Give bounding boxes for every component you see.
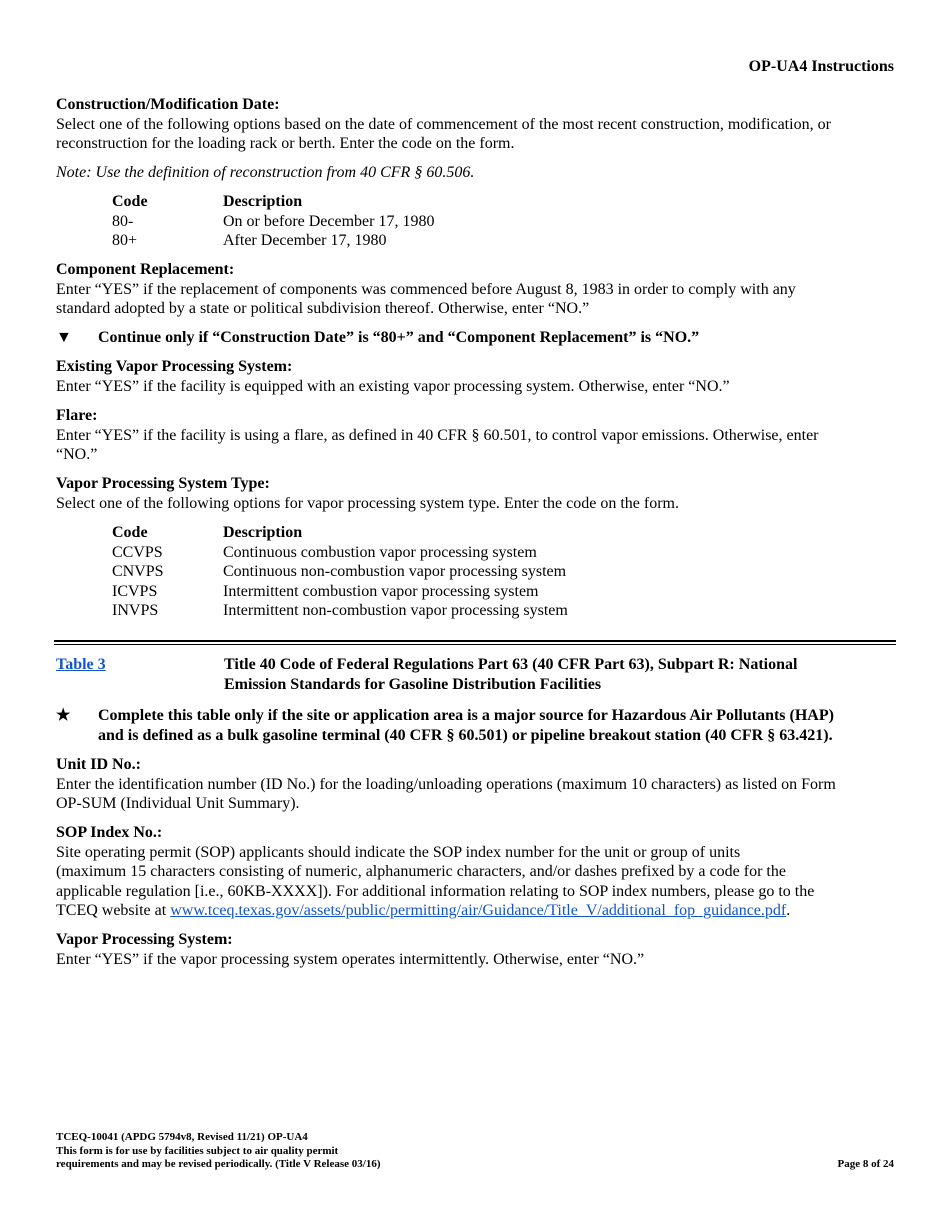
down-triangle-icon: ▼ (56, 329, 72, 346)
page-header-title: OP-UA4 Instructions (748, 58, 894, 75)
section-divider-thin (54, 644, 896, 645)
unit-id-heading: Unit ID No.: (56, 756, 141, 773)
construction-text-line1: Select one of the following options based on the date of commencement of the most recent construction, modification, or (56, 115, 831, 133)
vps-type-code-table (112, 523, 712, 621)
sop-text-line4-suffix: . (786, 902, 791, 919)
flare-text-line1: Enter “YES” if the facility is using a flare, as defined in 40 CFR § 60.501, to control vapor emissions. Otherwise, enter (56, 426, 819, 444)
tceq-guidance-link[interactable]: www.tceq.texas.gov/assets/public/permitting/air/Guidance/Title_V/additional_fop_guidance.pdf (170, 902, 787, 919)
code-cell: 80- (112, 212, 134, 230)
description-cell: Continuous combustion vapor processing system (223, 543, 537, 561)
vps-heading: Vapor Processing System: (56, 931, 233, 948)
table-row (112, 543, 712, 563)
table-3-title-line2: Emission Standards for Gasoline Distribution Facilities (224, 675, 602, 693)
table-3-link[interactable]: Table 3 (56, 656, 106, 673)
code-cell: ICVPS (112, 582, 158, 600)
unit-id-text-line1: Enter the identification number (ID No.) for the loading/unloading operations (maximum 10 characters) as listed on Form (56, 775, 836, 793)
description-column-header: Description (223, 524, 303, 541)
description-cell: Intermittent combustion vapor processing system (223, 582, 539, 600)
table-row (112, 582, 712, 602)
description-column-header: Description (223, 193, 303, 210)
code-column-header: Code (112, 193, 148, 210)
page-number: Page 8 of 24 (837, 1158, 894, 1170)
description-cell: Intermittent non-combustion vapor processing system (223, 602, 568, 619)
code-column-header: Code (112, 524, 148, 541)
code-cell: INVPS (112, 602, 159, 619)
existing-vps-heading: Existing Vapor Processing System: (56, 358, 293, 375)
section-divider (54, 640, 896, 642)
table-header-row (112, 192, 712, 212)
sop-text-line4 (56, 901, 896, 921)
table-row (112, 601, 712, 621)
table-row (112, 562, 712, 582)
construction-text-line2: reconstruction for the loading rack or berth. Enter the code on the form. (56, 135, 515, 152)
sop-text-line3: applicable regulation [i.e., 60KB-XXXX]). For additional information relating to SOP index numbers, please go to the (56, 882, 815, 900)
flare-heading: Flare: (56, 407, 98, 424)
vps-text: Enter “YES” if the vapor processing system operates intermittently. Otherwise, enter “NO.” (56, 950, 645, 968)
flare-text-line2: “NO.” (56, 446, 98, 463)
footer-line2: This form is for use by facilities subject to air quality permit (56, 1144, 339, 1157)
sop-text-line2: (maximum 15 characters consisting of numeric, alphanumeric characters, and/or dashes prefixed by a code for the (56, 863, 786, 880)
component-text-line2: standard adopted by a state or political subdivision thereof. Otherwise, enter “NO.” (56, 300, 590, 317)
table-3-title-line1: Title 40 Code of Federal Regulations Part 63 (40 CFR Part 63), Subpart R: National (224, 656, 798, 673)
table-header-row (112, 523, 712, 543)
construction-heading: Construction/Modification Date: (56, 96, 280, 113)
star-note-line1: Complete this table only if the site or application area is a major source for Hazardous Air Pollutants (HAP) (98, 707, 834, 724)
description-cell: On or before December 17, 1980 (223, 212, 435, 230)
star-icon: ★ (56, 707, 71, 724)
sop-heading: SOP Index No.: (56, 824, 163, 841)
code-cell: CNVPS (112, 563, 164, 580)
continue-note-text: Continue only if “Construction Date” is “80+” and “Component Replacement” is “NO.” (98, 329, 700, 346)
component-text-line1: Enter “YES” if the replacement of components was commenced before August 8, 1983 in order to comply with any (56, 280, 796, 298)
description-cell: After December 17, 1980 (223, 232, 387, 249)
construction-code-table (112, 192, 712, 251)
component-heading: Component Replacement: (56, 261, 235, 278)
vps-type-text: Select one of the following options for vapor processing system type. Enter the code on the form. (56, 494, 679, 512)
description-cell: Continuous non-combustion vapor processing system (223, 563, 567, 580)
table-row (112, 212, 712, 232)
footer-line3: requirements and may be revised periodically. (Title V Release 03/16) (56, 1158, 381, 1170)
sop-text-line4-prefix: TCEQ website at (56, 902, 171, 919)
construction-note: Note: Use the definition of reconstruction from 40 CFR § 60.506. (56, 164, 475, 181)
table-row (112, 231, 712, 251)
code-cell: 80+ (112, 232, 138, 249)
footer-form-info (56, 1131, 656, 1172)
existing-vps-text: Enter “YES” if the facility is equipped with an existing vapor processing system. Otherwise, enter “NO.” (56, 377, 730, 395)
star-note-line2: and is defined as a bulk gasoline terminal (40 CFR § 60.501) or pipeline breakout station (40 CFR § 63.421). (98, 726, 833, 744)
unit-id-text-line2: OP-SUM (Individual Unit Summary). (56, 795, 300, 812)
footer-line1: TCEQ-10041 (APDG 5794v8, Revised 11/21) OP-UA4 (56, 1131, 308, 1143)
sop-text-line1: Site operating permit (SOP) applicants should indicate the SOP index number for the unit or group of units (56, 843, 741, 861)
vps-type-heading: Vapor Processing System Type: (56, 475, 270, 492)
code-cell: CCVPS (112, 543, 163, 561)
